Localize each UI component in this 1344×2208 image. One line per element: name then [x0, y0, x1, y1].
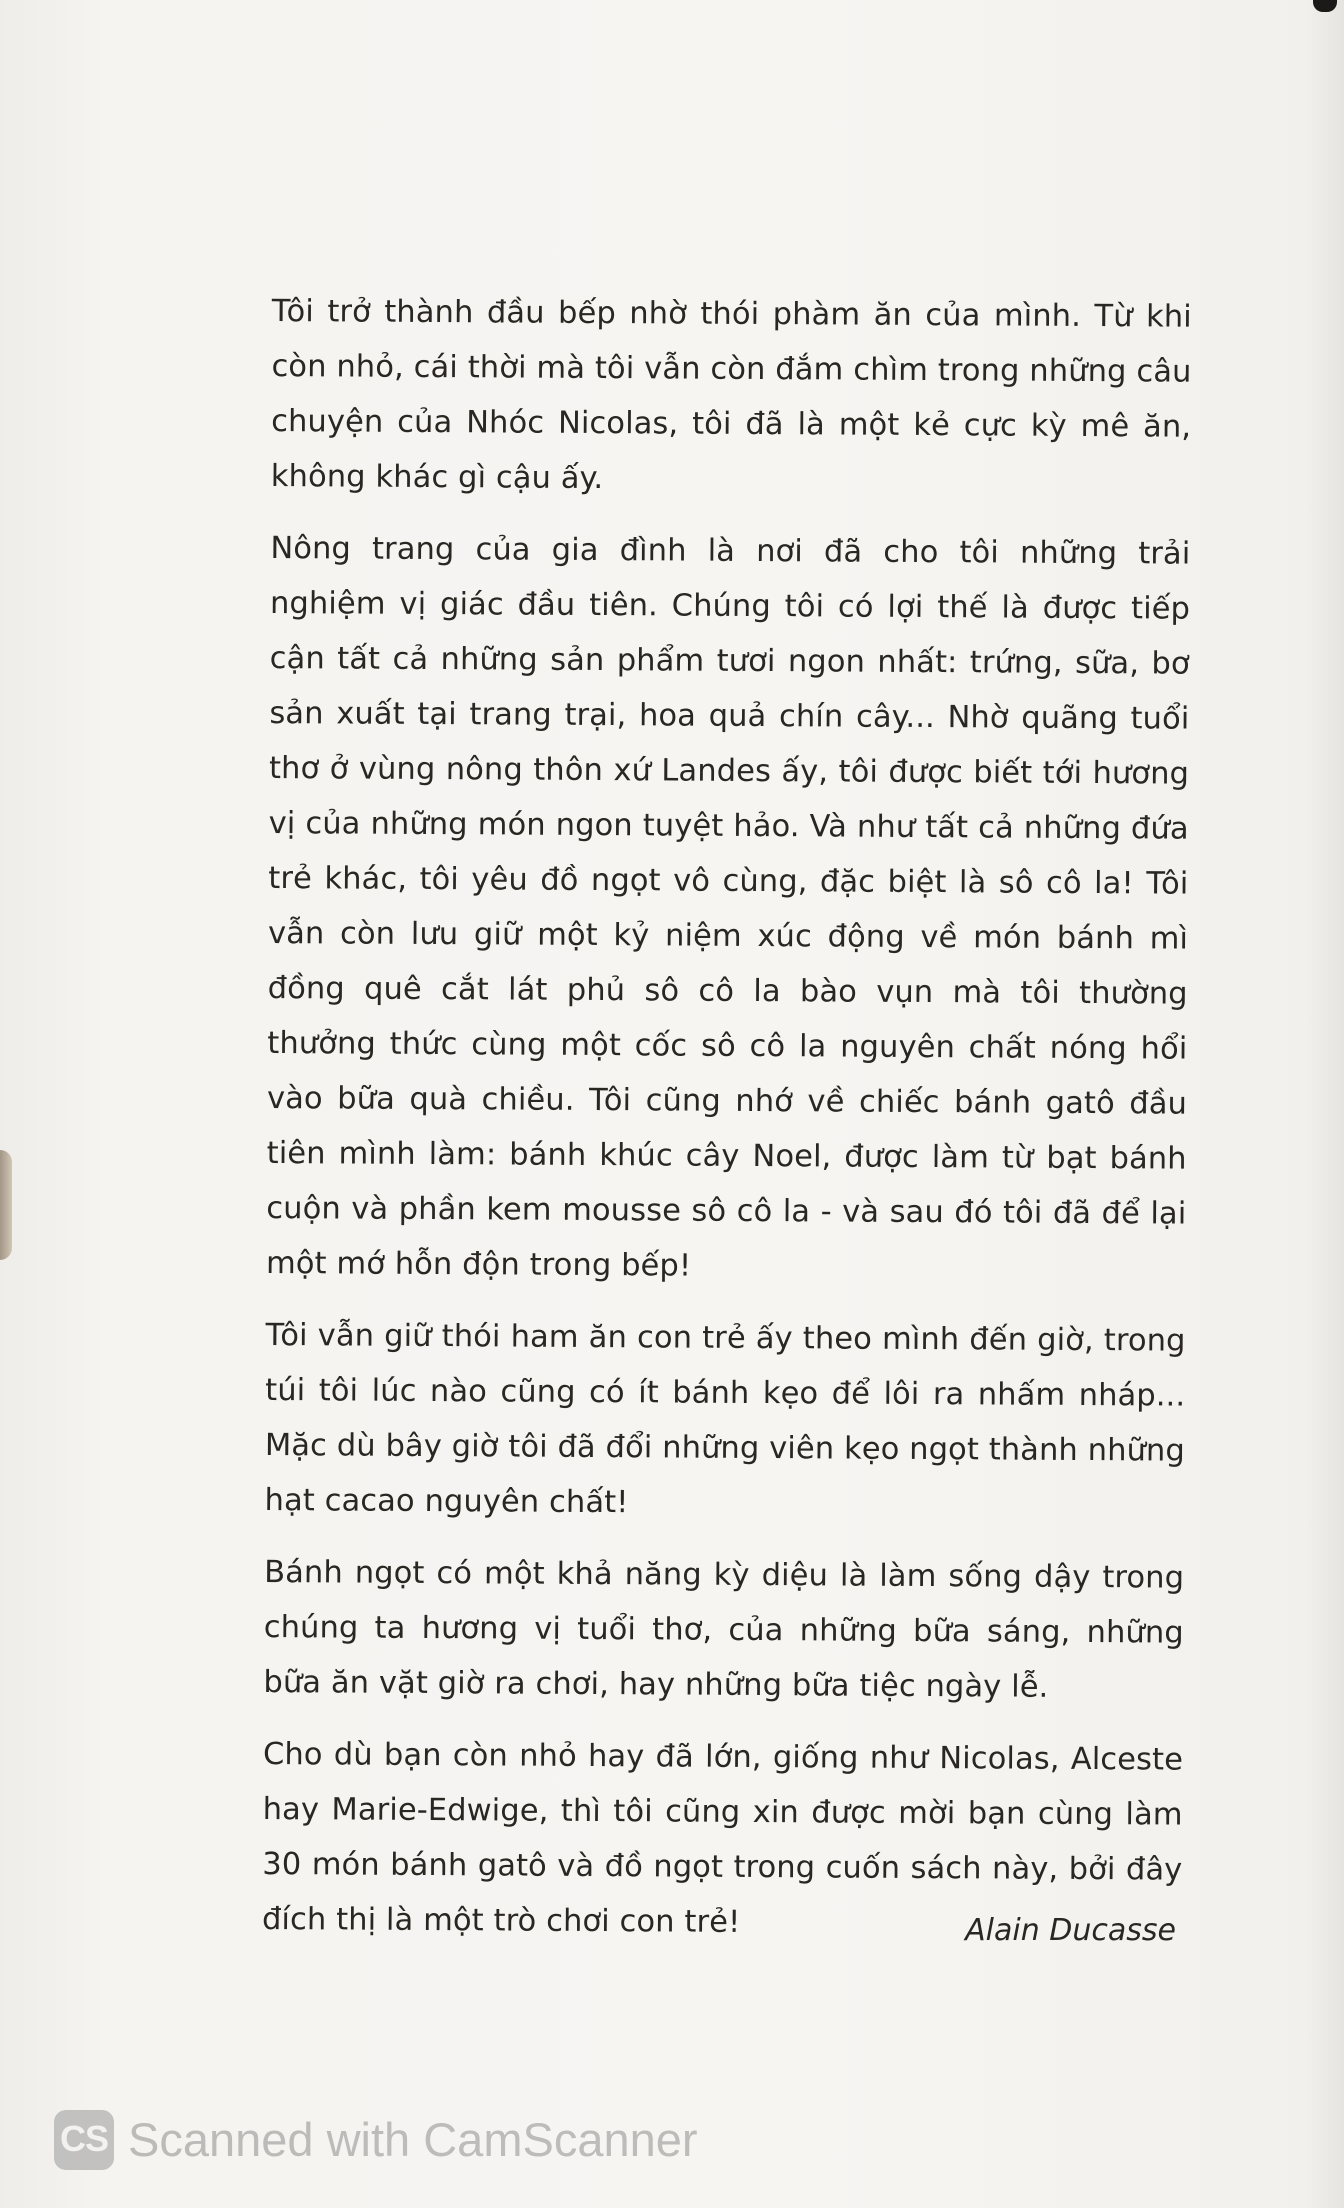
- paragraph-4: Bánh ngọt có một khả năng kỳ diệu là làm sống dậy trong chúng ta hương vị tuổi thơ, của những bữa sáng, những bữa ăn vặt giờ ra chơi, hay những bữa tiệc ngày lễ.: [263, 1554, 1185, 1705]
- watermark-text: Scanned with CamScanner: [128, 2113, 698, 2166]
- logo-text: CS: [60, 2118, 109, 2159]
- paragraph-3: Tôi vẫn giữ thói ham ăn con trẻ ấy theo mình đến giờ, trong túi tôi lúc nào cũng có ít bánh kẹo để lôi ra nhấm nháp... Mặc dù bây giờ tôi đã đổi những viên kẹo ngọt thành những hạt cacao nguyên chất!: [264, 1317, 1186, 1521]
- camscanner-logo-icon: [54, 2110, 114, 2170]
- finger-mark: [0, 1150, 12, 1260]
- foreword-text: [262, 284, 1192, 1970]
- author-signature: Alain Ducasse: [965, 1913, 1176, 1948]
- paragraph-5: Cho dù bạn còn nhỏ hay đã lớn, giống như Nicolas, Alceste hay Marie-Edwige, thì tôi cũng xin được mời bạn cùng làm 30 món bánh gatô và đồ ngọt trong cuốn sách này, bởi đây đích thị là một trò chơi con trẻ!: [261, 1736, 1184, 1940]
- paragraph-1: Tôi trở thành đầu bếp nhờ thói phàm ăn của mình. Từ khi còn nhỏ, cái thời mà tôi vẫn còn đắm chìm trong những câu chuyện của Nhóc Nicolas, tôi đã là một kẻ cực kỳ mê ăn, không khác gì cậu ấy.: [270, 293, 1192, 497]
- paragraph-2: Nông trang của gia đình là nơi đã cho tôi những trải nghiệm vị giác đầu tiên. Chúng tôi có lợi thế là được tiếp cận tất cả những sản phẩm tươi ngon nhất: trứng, sữa, bơ sản xuất tại trang trại, hoa quả chín cây... Nhờ quãng tuổi thơ ở vùng nông thôn xứ Landes ấy, tôi được biết tới hương vị của những món ngon tuyệt hảo. Và như tất cả những đứa trẻ khác, tôi yêu đồ ngọt vô cùng, đặc biệt là sô cô la! Tôi vẫn còn lưu giữ một kỷ niệm xúc động về món bánh mì đồng quê cắt lát phủ sô cô la bào vụn mà tôi thường thưởng thức cùng một cốc sô cô la nguyên chất nóng hổi vào bữa quà chiều. Tôi cũng nhớ về chiếc bánh gatô đầu tiên mình làm: bánh khúc cây Noel, được làm từ bạt bánh cuộn và phần kem mousse sô cô la - và sau đó tôi đã để lại một mớ hỗn độn trong bếp!: [265, 530, 1191, 1284]
- camscanner-watermark: [54, 2107, 698, 2173]
- page-shadow: [1304, 0, 1344, 2208]
